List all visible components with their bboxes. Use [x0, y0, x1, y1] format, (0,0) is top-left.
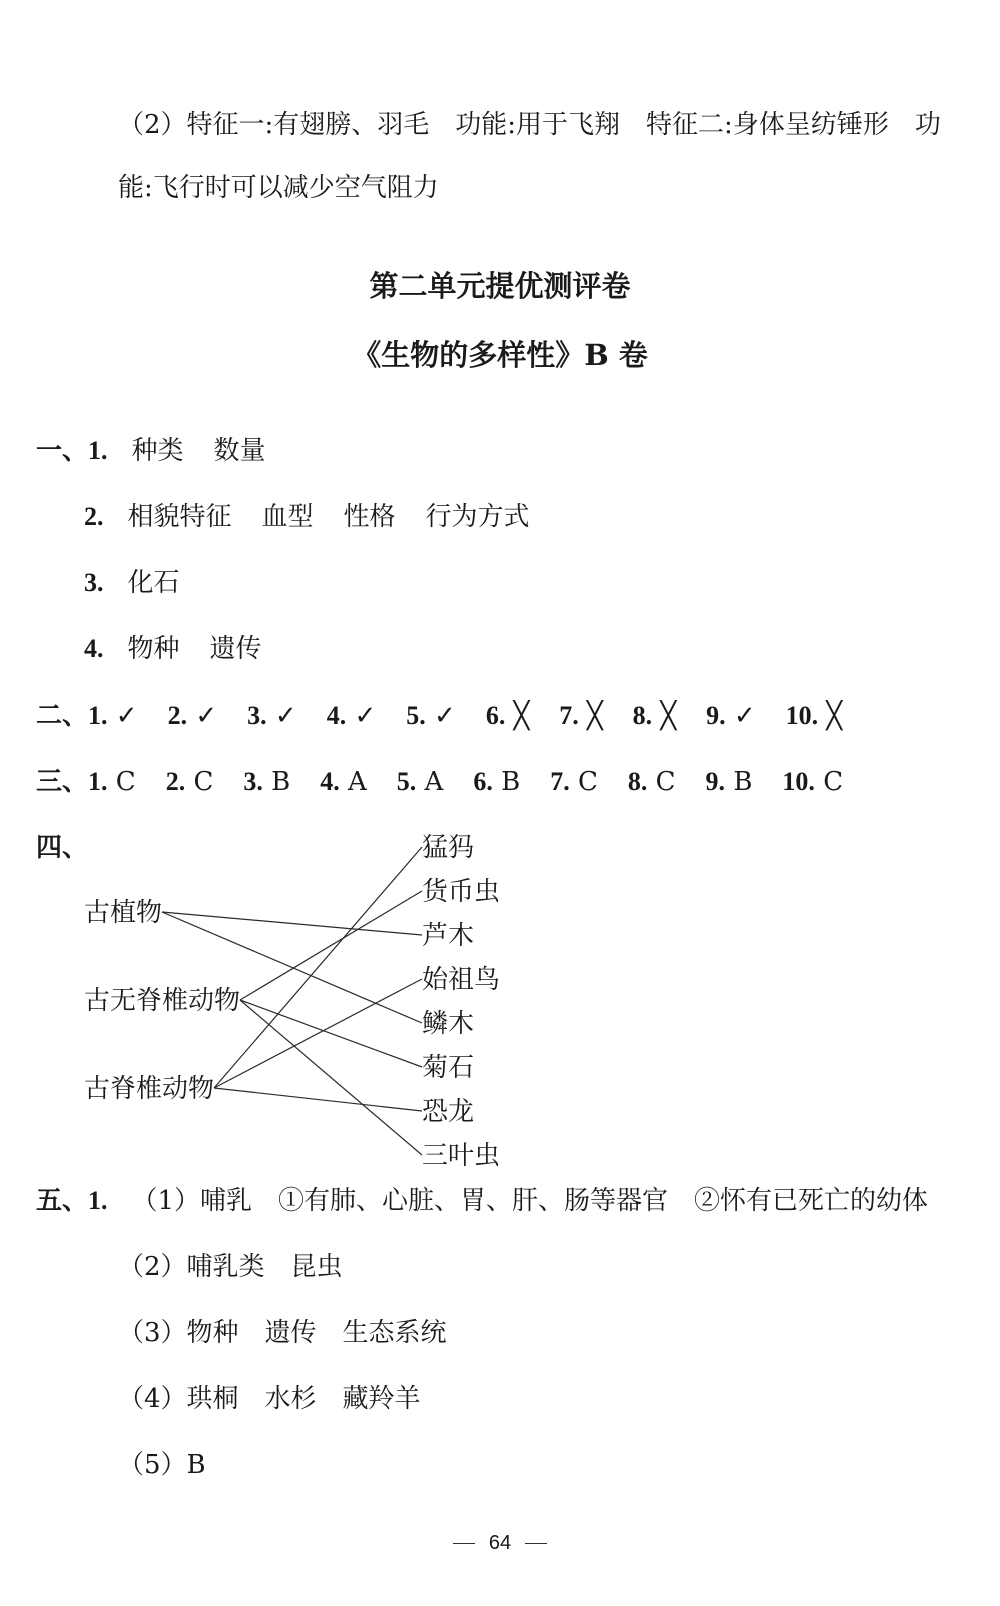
- judge-item-7: 7. ╳: [559, 701, 603, 731]
- left-item-ancient-invertebrates: 古无脊椎动物: [84, 986, 241, 1016]
- section5-line5: （5）B: [118, 1450, 206, 1480]
- right-item-nummulite: 货币虫: [422, 877, 501, 907]
- judge-item-9: 9. ✓: [706, 701, 756, 731]
- choice-item-10: 10. C: [782, 767, 844, 797]
- section5-line2: （2）哺乳类 昆虫: [118, 1252, 343, 1282]
- page-number: 64: [0, 1532, 1000, 1555]
- judge-item-2: 2. ✓: [167, 701, 218, 731]
- section1-item4: 4. 物种 遗传: [84, 634, 262, 664]
- judge-item-8: 8. ╳: [632, 701, 677, 731]
- section5-line4: （4）珙桐 水杉 藏羚羊: [118, 1384, 421, 1414]
- section5-label: 五、: [36, 1186, 89, 1216]
- section5-line3: （3）物种 遗传 生态系统: [118, 1318, 447, 1348]
- judge-item-3: 3. ✓: [247, 701, 297, 731]
- choice-item-2: 2. C: [165, 767, 214, 797]
- match-line-8: [214, 1088, 422, 1111]
- left-item-ancient-vertebrates: 古脊椎动物: [84, 1074, 215, 1104]
- page-subtitle: 《生物的多样性》B 卷: [352, 338, 648, 372]
- judge-item-5: 5. ✓: [406, 701, 456, 731]
- choice-item-5: 5. A: [396, 767, 444, 797]
- choice-item-3: 3. B: [243, 767, 291, 797]
- match-line-7: [214, 979, 422, 1088]
- section1-item2: 2. 相貌特征 血型 性格 行为方式: [84, 502, 530, 532]
- match-line-5: [240, 1000, 422, 1155]
- left-item-ancient-plants: 古植物: [84, 898, 163, 928]
- match-line-1: [162, 912, 422, 935]
- answer-line-2-part2: 能:飞行时可以减少空气阻力: [118, 173, 439, 203]
- choice-item-6: 6. B: [473, 767, 521, 797]
- choice-item-1: 1. C: [88, 767, 136, 797]
- answer-line-2-part1: （2）特征一:有翅膀、羽毛 功能:用于飞翔 特征二:身体呈纺锤形 功: [118, 110, 941, 140]
- section1-item1: 一、1. 种类 数量: [36, 436, 266, 466]
- judge-item-6: 6. ╳: [485, 701, 530, 731]
- judge-item-1: 1. ✓: [88, 701, 138, 731]
- right-item-mammoth: 猛犸: [422, 833, 475, 863]
- section4-label: 四、: [36, 833, 89, 863]
- choice-item-4: 4. A: [320, 767, 367, 797]
- choice-item-8: 8. C: [627, 767, 676, 797]
- page-title: 第二单元提优测评卷: [369, 269, 631, 303]
- judge-item-4: 4. ✓: [326, 701, 377, 731]
- right-item-dinosaur: 恐龙: [422, 1097, 475, 1127]
- choice-item-7: 7. C: [550, 767, 598, 797]
- match-line-4: [240, 1000, 422, 1067]
- section5-line1: 五、1. （1）哺乳 ①有肺、心脏、胃、肝、肠等器官 ②怀有已死亡的幼体: [36, 1186, 929, 1216]
- section2-label: 二、: [36, 701, 89, 731]
- choice-item-9: 9. B: [705, 767, 753, 797]
- match-line-6: [214, 847, 422, 1088]
- section3-label: 三、: [36, 767, 89, 797]
- right-item-lepidodendron: 鳞木: [422, 1009, 475, 1039]
- right-item-ammonite: 菊石: [422, 1053, 475, 1083]
- right-item-calamites: 芦木: [422, 921, 475, 951]
- right-item-trilobite: 三叶虫: [422, 1141, 501, 1171]
- section1-item3: 3. 化石: [84, 568, 180, 598]
- judge-item-10: 10. ╳: [785, 701, 843, 731]
- right-item-archaeopteryx: 始祖鸟: [422, 965, 501, 995]
- section1-label: 一、: [36, 436, 89, 466]
